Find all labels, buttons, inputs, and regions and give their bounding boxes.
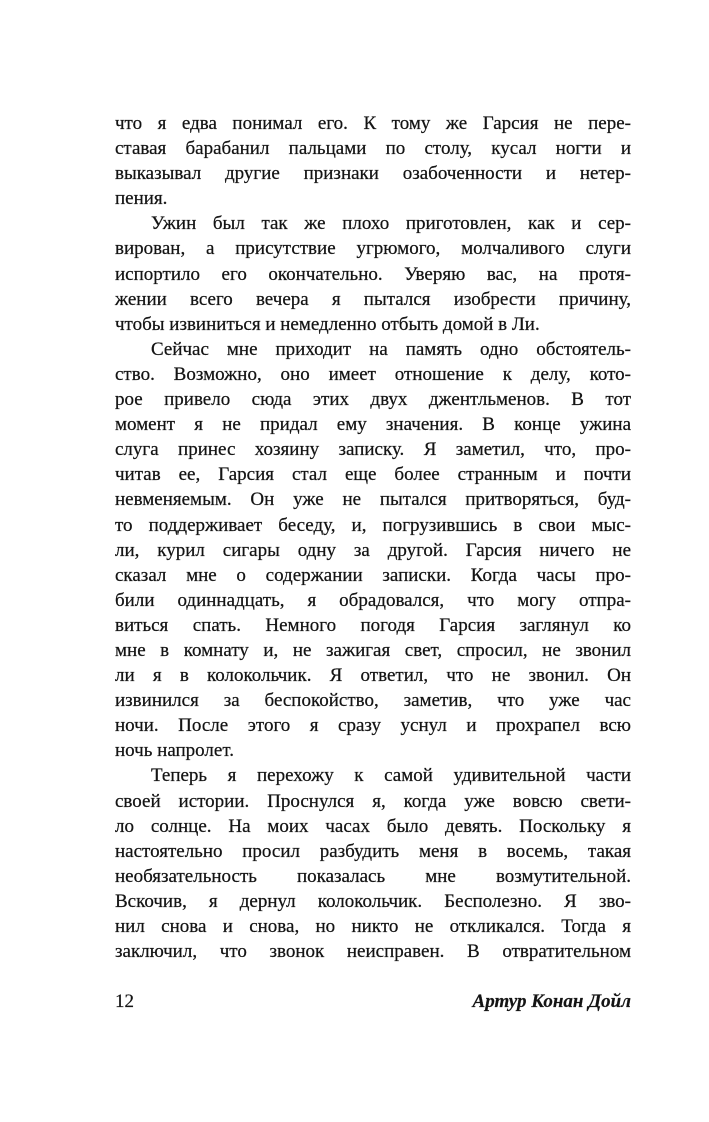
text-line: били одиннадцать, я обрадовался, что могу отпра- [115, 589, 631, 611]
text-line: мне в комнату и, не зажигая свет, спросил, не звонил [115, 639, 631, 661]
text-line: необязательность показалась мне возмутительной. [115, 865, 631, 887]
text-line: испортило его окончательно. Уверяю вас, на протя- [115, 263, 631, 285]
text-line: выказывал другие признаки озабоченности и нетер- [115, 163, 631, 185]
text-line: извинился за беспокойство, заметив, что уже час [115, 690, 631, 712]
text-line: заключил, что звонок неисправен. В отвратительном [115, 941, 631, 963]
text-line: жении всего вечера я пытался изобрести причину, [115, 288, 631, 310]
text-line: Ужин был так же плохо приготовлен, как и сер- [151, 213, 631, 235]
page-number: 12 [115, 991, 134, 1012]
text-line: чтобы извиниться и немедленно отбыть домой в Ли. [115, 313, 540, 335]
text-line: Сейчас мне приходит на память одно обстоятель- [151, 338, 631, 360]
text-line: ли я в колокольчик. Я ответил, что не звонил. Он [115, 665, 631, 687]
text-line: ло солнце. На моих часах было девять. Поскольку я [115, 815, 631, 837]
paragraph [115, 337, 631, 764]
text-line: что я едва понимал его. К тому же Гарсия не пере- [115, 113, 631, 134]
text-line: слуга принес хозяину записку. Я заметил, что, про- [115, 439, 631, 461]
paragraph [115, 211, 631, 336]
text-line: ставая барабанил пальцами по столу, кусал ногти и [115, 138, 631, 160]
text-line: Теперь я перехожу к самой удивительной части [151, 765, 631, 787]
text-line: ночи. После этого я сразу уснул и прохрапел всю [115, 715, 631, 737]
text-line: рое привело сюда этих двух джентльменов. В тот [115, 389, 631, 411]
text-line: невменяемым. Он уже не пытался притворяться, буд- [115, 489, 631, 511]
text-line: своей истории. Проснулся я, когда уже вовсю свети- [115, 790, 631, 812]
text-line: то поддерживает беседу, и, погрузившись в свои мыс- [115, 514, 631, 536]
text-line: Вскочив, я дернул колокольчик. Бесполезно. Я зво- [115, 890, 631, 912]
page-footer [115, 991, 631, 1013]
text-line: настоятельно просил разбудить меня в восемь, такая [115, 840, 631, 862]
paragraph [115, 111, 631, 211]
text-block [115, 111, 631, 964]
text-line: сказал мне о содержании записки. Когда часы про- [115, 564, 631, 586]
text-line: пения. [115, 188, 168, 210]
text-line: момент я не придал ему значения. В конце ужина [115, 414, 631, 436]
text-line: ночь напролет. [115, 740, 234, 762]
text-line: ство. Возможно, оно имеет отношение к делу, кото- [115, 363, 631, 385]
text-line: нил снова и снова, но никто не откликался. Тогда я [115, 916, 631, 937]
running-title-author: Артур Конан Дойл [472, 991, 631, 1012]
text-line: читав ее, Гарсия стал еще более странным и почти [115, 464, 631, 486]
text-line: виться спать. Немного погодя Гарсия заглянул ко [115, 614, 631, 636]
text-line: вирован, а присутствие угрюмого, молчаливого слуги [115, 238, 631, 260]
text-line: ли, курил сигары одну за другой. Гарсия ничего не [115, 539, 631, 561]
paragraph [115, 763, 631, 964]
